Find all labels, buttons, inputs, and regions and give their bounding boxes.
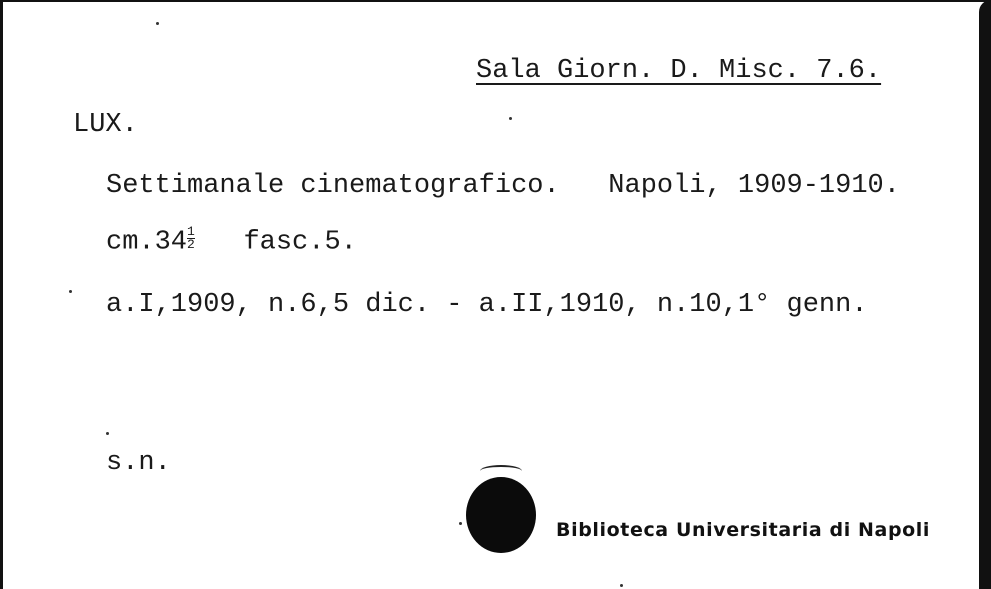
speck (509, 117, 512, 120)
speck (69, 290, 72, 293)
library-seal-icon (466, 477, 536, 553)
description: Settimanale cinematografico. (106, 171, 560, 201)
card-edge-top (0, 0, 991, 2)
call-number: Sala Giorn. D. Misc. 7.6. (476, 56, 882, 86)
holdings: a.I,1909, n.6,5 dic. - a.II,1910, n.10,1° genn. (106, 290, 868, 320)
speck (156, 22, 159, 25)
description-line (106, 173, 900, 200)
speck (106, 432, 109, 435)
notes: s.n. (106, 448, 171, 478)
title-heading: LUX. (73, 110, 138, 140)
place-dates: Napoli, 1909-1910. (608, 171, 900, 201)
card-edge-right (979, 0, 991, 589)
card-edge-left (0, 0, 3, 589)
fascicles: fasc.5. (243, 227, 357, 258)
fraction-denominator: 2 (187, 237, 195, 252)
size-line (106, 224, 357, 258)
seal-arc (480, 465, 522, 477)
speck (620, 584, 623, 587)
fraction-numerator: 1 (187, 224, 195, 239)
size-fraction (187, 226, 195, 251)
size-prefix: cm.34 (106, 227, 188, 258)
speck (459, 522, 462, 525)
library-stamp: Biblioteca Universitaria di Napoli (556, 519, 931, 541)
